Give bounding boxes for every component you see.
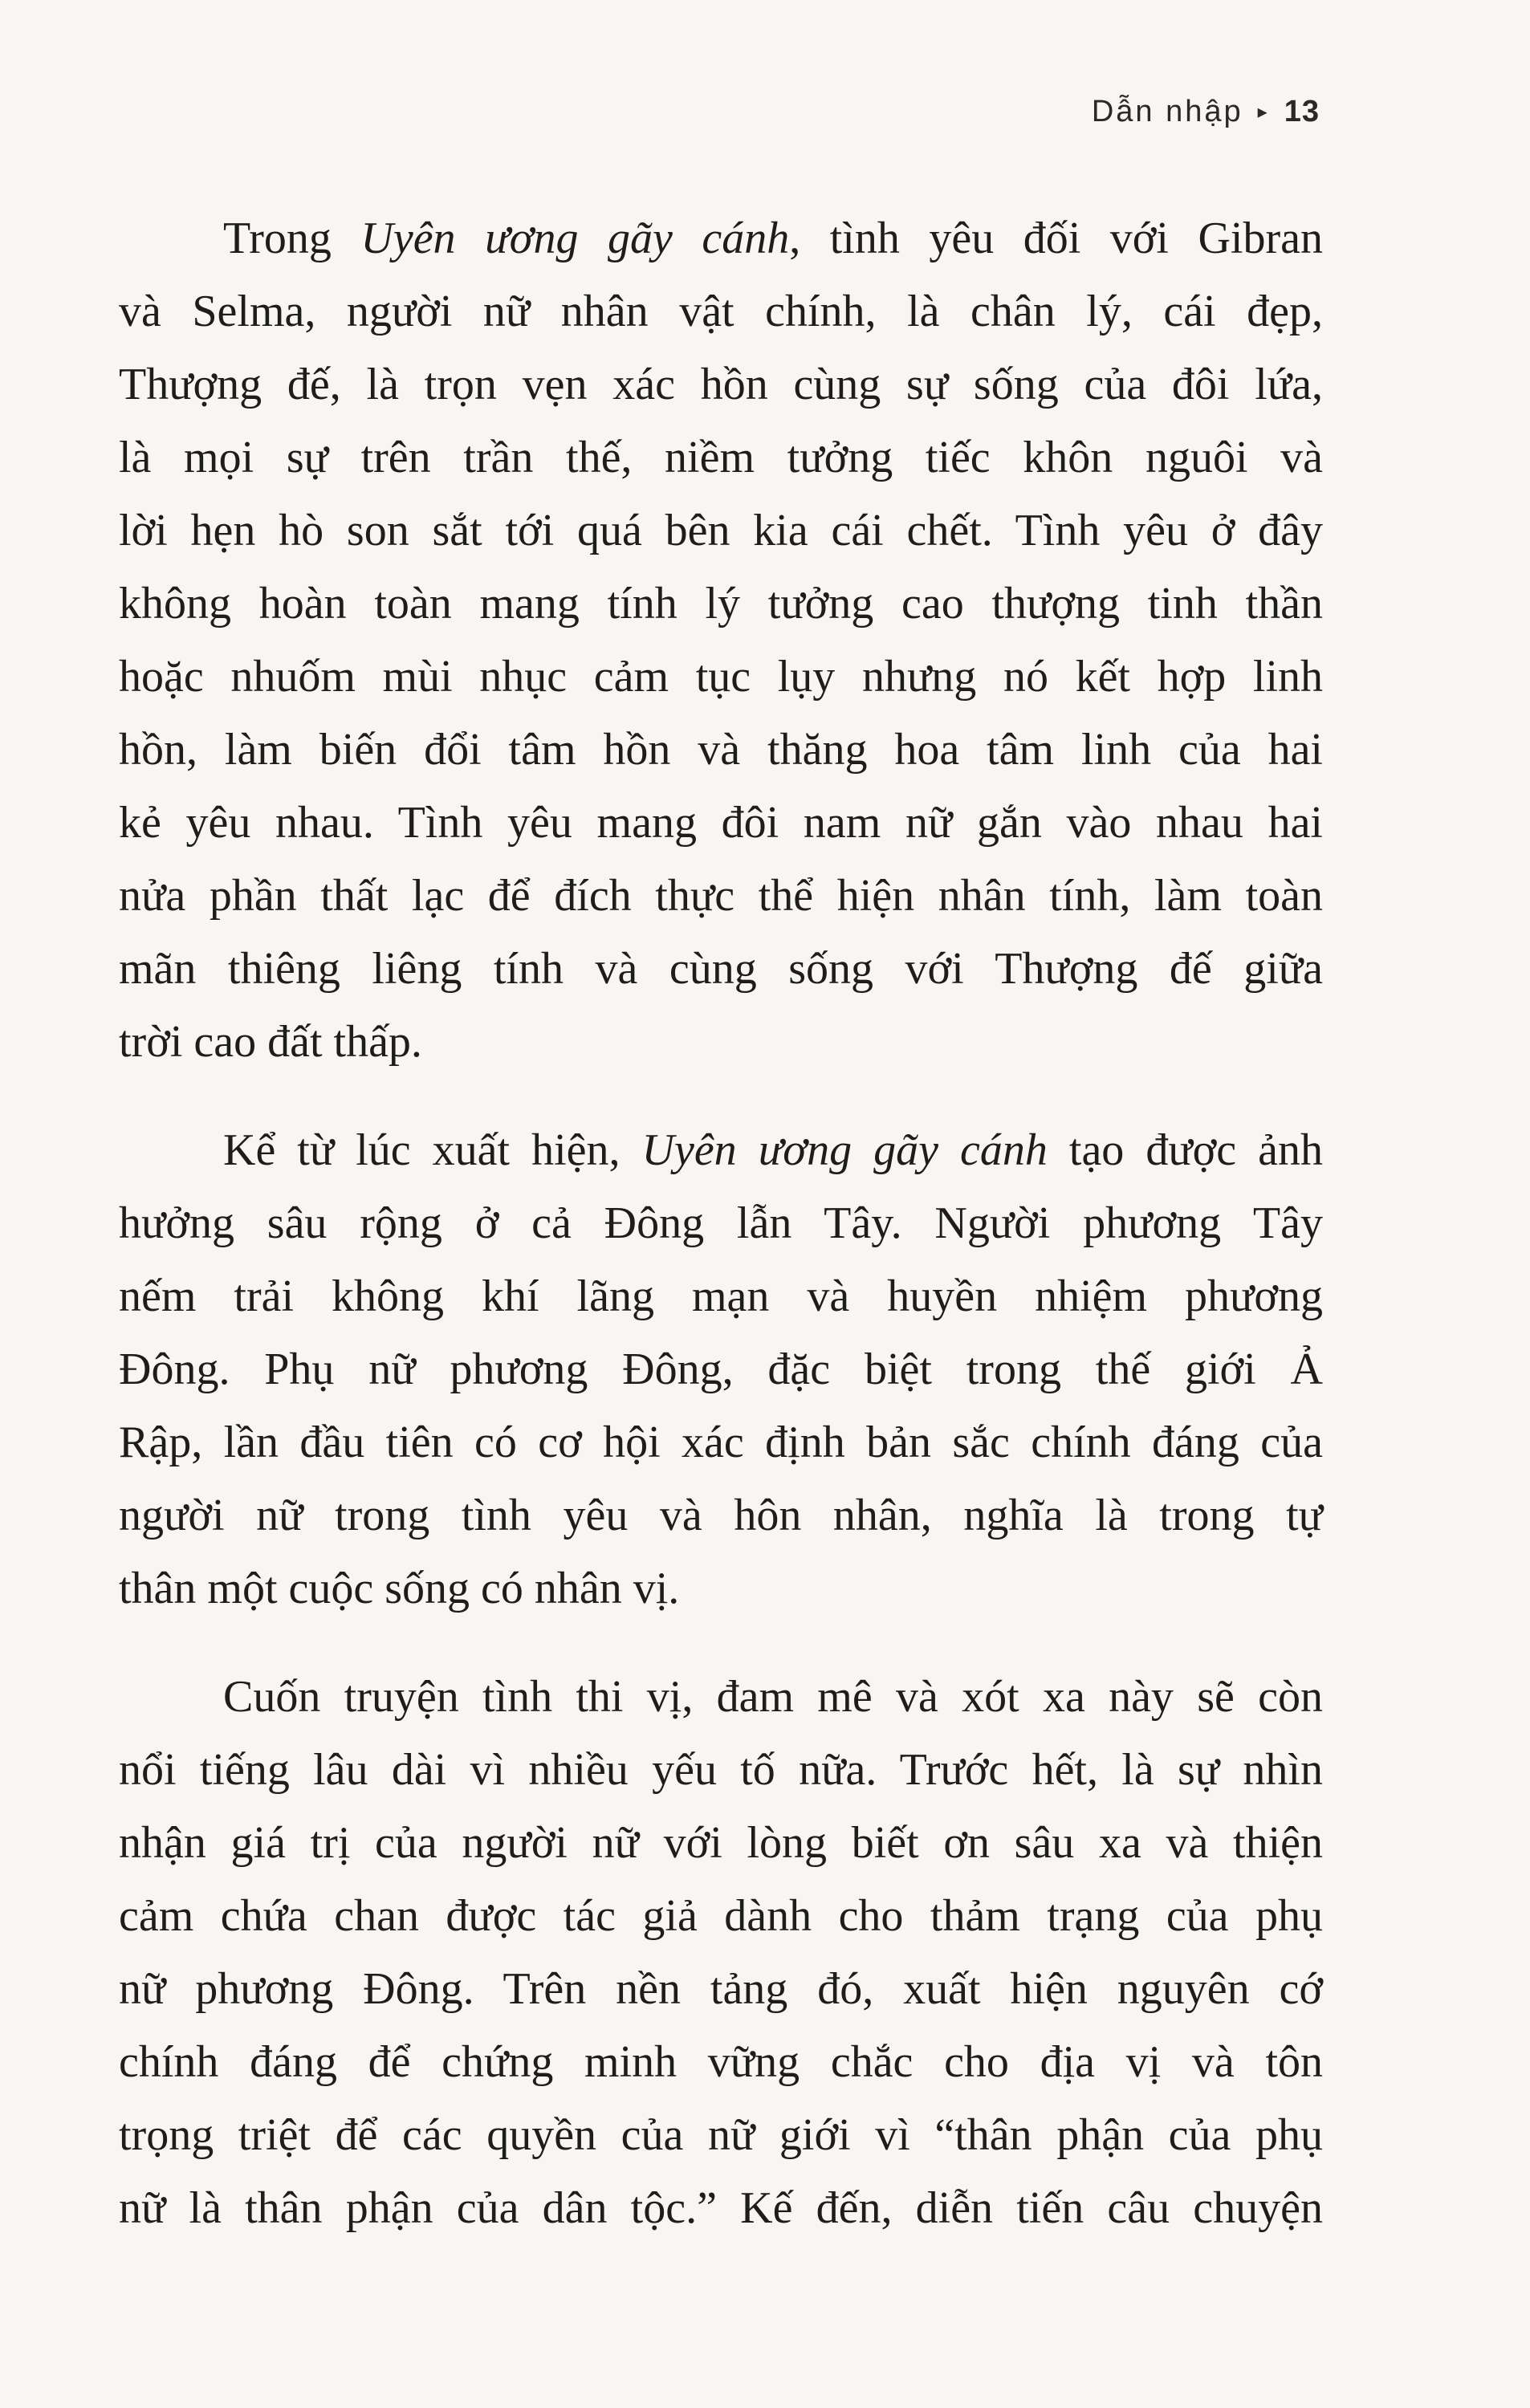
text-line: Trong Uyên ương gãy cánh, tình yêu đối với Gibran xyxy=(223,214,1323,263)
text-line: nửa phần thất lạc để đích thực thể hiện nhân tính, làm toàn xyxy=(119,871,1323,921)
text-line: nếm trải không khí lãng mạn và huyền nhiệm phương xyxy=(119,1271,1323,1321)
paragraph xyxy=(119,1661,1323,2245)
text-line: trọng triệt để các quyền của nữ giới vì “thân phận của phụ xyxy=(119,2110,1323,2160)
book-title-italic: Uyên ương gãy cánh xyxy=(360,214,790,263)
text-line: nữ phương Đông. Trên nền tảng đó, xuất hiện nguyên cớ xyxy=(119,1964,1323,2014)
text-line: lời hẹn hò son sắt tới quá bên kia cái chết. Tình yêu ở đây xyxy=(119,506,1323,555)
text-line: Cuốn truyện tình thi vị, đam mê và xót xa này sẽ còn xyxy=(223,1672,1323,1722)
text-line: trời cao đất thấp. xyxy=(119,1017,422,1067)
text-line: kẻ yêu nhau. Tình yêu mang đôi nam nữ gắn vào nhau hai xyxy=(119,798,1323,848)
text-line: Đông. Phụ nữ phương Đông, đặc biệt trong thế giới Ả xyxy=(119,1344,1323,1394)
text-line: nổi tiếng lâu dài vì nhiều yếu tố nữa. Trước hết, là sự nhìn xyxy=(119,1745,1323,1795)
text-line: hồn, làm biến đổi tâm hồn và thăng hoa tâm linh của hai xyxy=(119,725,1323,775)
text-line: cảm chứa chan được tác giả dành cho thảm trạng của phụ xyxy=(119,1891,1323,1941)
arrow-icon: ▸ xyxy=(1257,101,1270,123)
text-line: thân một cuộc sống có nhân vị. xyxy=(119,1564,680,1613)
text-line: nhận giá trị của người nữ với lòng biết ơn sâu xa và thiện xyxy=(119,1818,1323,1868)
text-line: là mọi sự trên trần thế, niềm tưởng tiếc khôn nguôi và xyxy=(119,433,1323,482)
text-line: hưởng sâu rộng ở cả Đông lẫn Tây. Người phương Tây xyxy=(119,1198,1323,1248)
paragraph xyxy=(119,202,1323,1079)
text-line: hoặc nhuốm mùi nhục cảm tục lụy nhưng nó kết hợp linh xyxy=(119,652,1323,702)
text-line: Thượng đế, là trọn vẹn xác hồn cùng sự sống của đôi lứa, xyxy=(119,360,1323,409)
text-line: không hoàn toàn mang tính lý tưởng cao thượng tinh thần xyxy=(119,579,1323,628)
text-line: người nữ trong tình yêu và hôn nhân, nghĩa là trong tự xyxy=(119,1491,1323,1540)
text-line: chính đáng để chứng minh vững chắc cho địa vị và tôn xyxy=(119,2037,1323,2087)
page-number: 13 xyxy=(1284,95,1320,128)
section-title: Dẫn nhập xyxy=(1091,95,1243,128)
text-line: Kể từ lúc xuất hiện, Uyên ương gãy cánh tạo được ảnh xyxy=(223,1125,1324,1175)
text-line: và Selma, người nữ nhân vật chính, là chân lý, cái đẹp, xyxy=(119,287,1323,336)
book-title-italic: Uyên ương gãy cánh xyxy=(641,1125,1048,1175)
text-line: nữ là thân phận của dân tộc.” Kế đến, diễn tiến câu chuyện xyxy=(119,2183,1323,2233)
running-header xyxy=(1092,95,1320,129)
text-line: mãn thiêng liêng tính và cùng sống với Thượng đế giữa xyxy=(119,944,1323,994)
paragraph xyxy=(119,1114,1323,1625)
text-line: Rập, lần đầu tiên có cơ hội xác định bản sắc chính đáng của xyxy=(119,1418,1323,1467)
body-text xyxy=(119,202,1323,2280)
